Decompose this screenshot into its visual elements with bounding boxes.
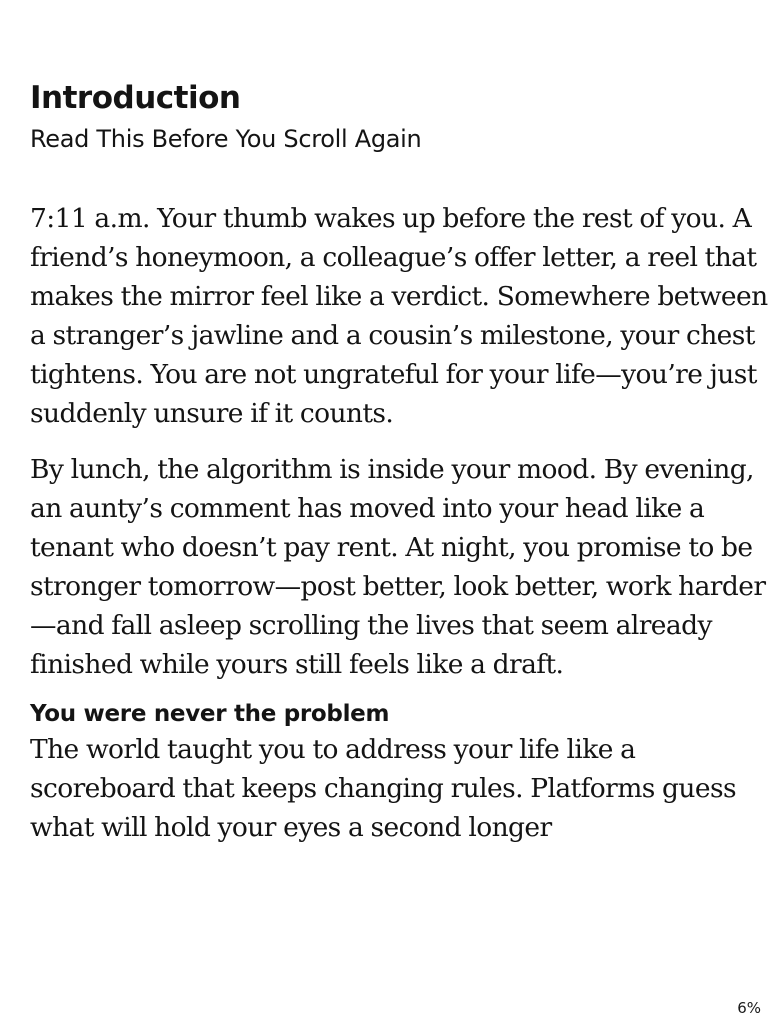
section-heading: You were never the problem	[30, 701, 390, 727]
reader-page[interactable]	[30, 78, 770, 847]
chapter-title: Introduction	[30, 80, 241, 116]
body-paragraph-1: 7:11 a.m. Your thumb wakes up before the rest of you. A friend’s honeymoon, a colleague’s offer letter, a reel that makes the mirror feel like a verdict. Somewhere between a stranger’s jawline and a cousin’s milestone, your chest tightens. You are not ungrateful for your life—you’re just suddenly unsure if it counts.	[30, 203, 768, 429]
body-paragraph-2: By lunch, the algorithm is inside your mood. By evening, an aunty’s comment has moved into your head like a tenant who doesn’t pay rent. At night, you promise to be stronger tomorrow—post better, look better, work harder—and fall asleep scrolling the lives that seem already finished while yours still feels like a draft.	[30, 454, 766, 680]
chapter-subtitle: Read This Before You Scroll Again	[30, 125, 422, 153]
reading-progress-indicator: 6%	[737, 999, 761, 1017]
section-paragraph: The world taught you to address your life like a scoreboard that keeps changing rules. Platforms guess what will hold your eyes a second longer	[30, 734, 736, 843]
